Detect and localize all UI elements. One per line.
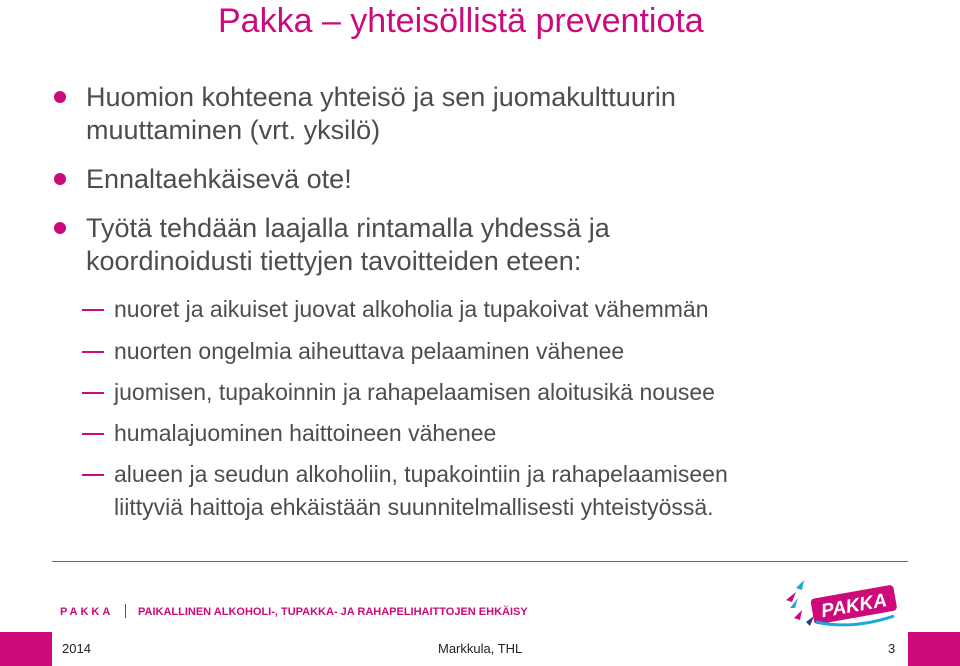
footer-year: 2014 <box>62 641 91 656</box>
logo-wordmark: PAKKA <box>819 590 889 623</box>
dash-icon <box>82 351 104 353</box>
page-number: 3 <box>888 641 896 656</box>
bullet-text: Huomion kohteena yhteisö ja sen juomakulttuurin <box>86 82 676 112</box>
footer-brand: PAKKA <box>60 606 114 618</box>
subbullet-item <box>114 417 496 450</box>
subbullet-text: nuoret ja aikuiset juovat alkoholia ja tupakoivat vähemmän <box>114 296 709 322</box>
bullet-text: Ennaltaehkäisevä ote! <box>86 164 352 194</box>
bullet-text: Työtä tehdään laajalla rintamalla yhdessä ja <box>86 213 610 243</box>
subbullet-text: liittyviä haittoja ehkäistään suunnitelmallisesti yhteistyössä. <box>114 494 714 520</box>
bullet-item <box>86 81 676 147</box>
subbullet-item <box>114 376 715 409</box>
bullet-dot-icon <box>54 91 66 103</box>
pakka-logo <box>782 572 902 632</box>
subbullet-item <box>114 458 728 524</box>
dash-icon <box>82 392 104 394</box>
bottom-info-panel <box>52 632 908 666</box>
bullet-dot-icon <box>54 222 66 234</box>
footer-author: Markkula, THL <box>438 641 523 656</box>
dash-icon <box>82 309 104 311</box>
bullet-text: koordinoidusti tiettyjen tavoitteiden eteen: <box>86 246 582 276</box>
subbullet-text: alueen ja seudun alkoholiin, tupakointiin ja rahapelaamiseen <box>114 461 728 487</box>
dash-icon <box>82 474 104 476</box>
footer-separator <box>125 604 126 618</box>
footer-divider <box>52 561 908 562</box>
bullet-text: muuttaminen (vrt. yksilö) <box>86 115 381 145</box>
subbullet-text: juomisen, tupakoinnin ja rahapelaamisen aloitusikä nousee <box>114 379 715 405</box>
subbullet-text: humalajuominen haittoineen vähenee <box>114 420 497 446</box>
subbullet-item <box>114 335 624 368</box>
bullet-dot-icon <box>54 173 66 185</box>
dash-icon <box>82 433 104 435</box>
footer-organization: PAIKALLINEN ALKOHOLI-, TUPAKKA- JA RAHAPELIHAITTOJEN EHKÄISY <box>138 606 528 618</box>
bottom-bar <box>0 632 960 666</box>
bullet-item <box>86 163 352 196</box>
slide-title: Pakka – yhteisöllistä preventiota <box>218 2 704 40</box>
bullet-item <box>86 212 610 278</box>
subbullet-item <box>114 293 709 326</box>
subbullet-text: nuorten ongelmia aiheuttava pelaaminen vähenee <box>114 338 625 364</box>
